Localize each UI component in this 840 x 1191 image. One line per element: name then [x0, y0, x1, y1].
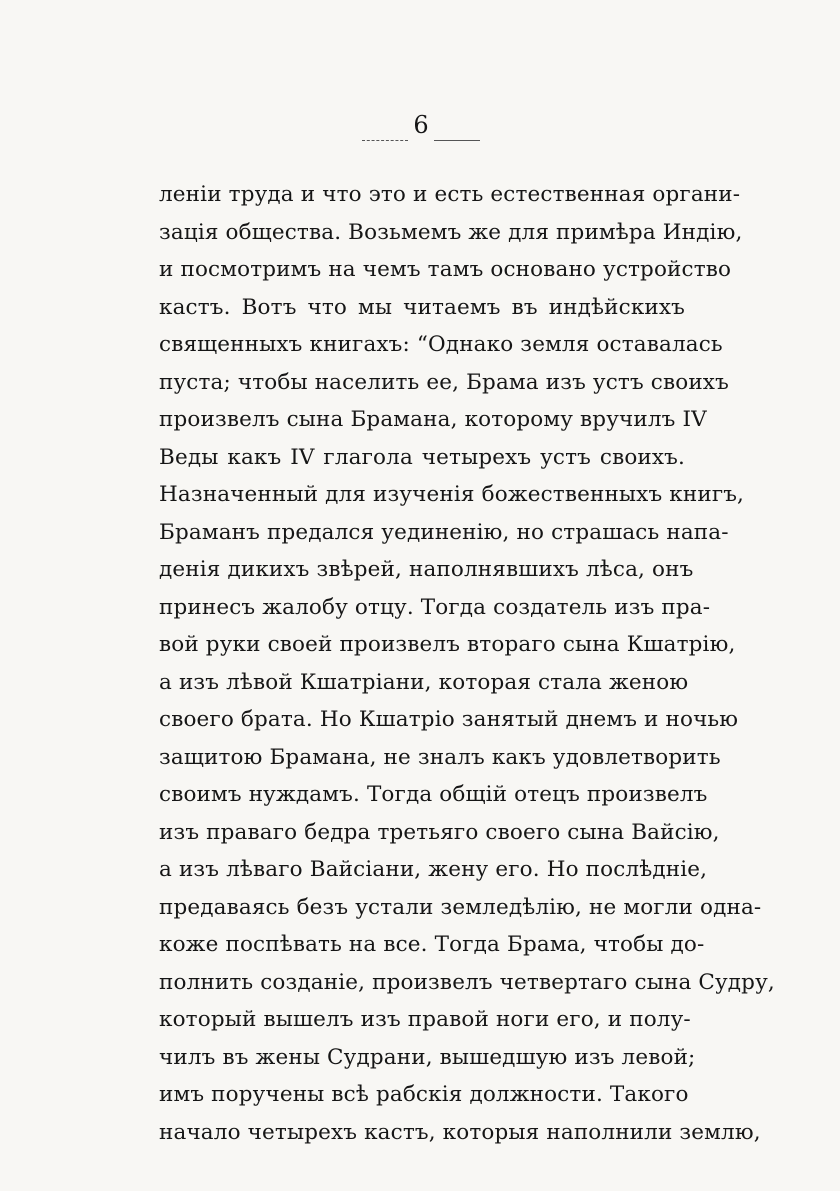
text-line: пуста; чтобы населить ее, Брама изъ устъ своихъ: [159, 369, 729, 395]
text-line: предаваясь безъ устали земледѣлію, не могли одна-: [159, 894, 762, 920]
text-line: защитою Брамана, не зналъ какъ удовлетворить: [159, 744, 721, 770]
text-line: кастъ. Вотъ что мы читаемъ въ индѣйскихъ: [159, 294, 685, 320]
text-line: который вышелъ изъ правой ноги его, и полу-: [159, 1007, 691, 1032]
text-line: имъ поручены всѣ рабскія должности. Такого: [159, 1082, 689, 1107]
text-line: а изъ лѣваго Вайсіани, жену его. Но послѣдніе,: [159, 857, 708, 882]
text-line: и посмотримъ на чемъ тамъ основано устройство: [159, 257, 732, 282]
text-line: полнить созданіе, произвелъ четвертаго сына Судру,: [159, 969, 775, 995]
text-line: принесъ жалобу отцу. Тогда создатель изъ пра-: [159, 594, 711, 620]
text-line: чилъ въ жены Судрани, вышедшую изъ левой;: [159, 1044, 696, 1070]
header-rule-left: [362, 140, 408, 141]
text-line: произвелъ сына Брамана, которому вручилъ IV: [159, 407, 707, 432]
page-header: [362, 108, 480, 148]
text-line: леніи труда и что это и есть естественная органи-: [159, 182, 741, 207]
text-line: своего брата. Но Кшатріо занятый днемъ и ночью: [159, 707, 739, 732]
text-line: денія дикихъ звѣрей, наполнявшихъ лѣса, онъ: [159, 557, 694, 582]
text-line: начало четырехъ кастъ, которыя наполнили землю,: [159, 1119, 761, 1145]
page-number: 6: [413, 111, 429, 139]
text-line: Веды какъ IV глагола четырехъ устъ своихъ.: [159, 444, 685, 470]
text-line: зація общества. Возьмемъ же для примѣра Индію,: [159, 219, 743, 245]
text-line: вой руки своей произвелъ втораго сына Кшатрію,: [159, 632, 736, 657]
text-line: коже поспѣвать на все. Тогда Брама, чтобы до-: [159, 932, 705, 957]
text-line: изъ праваго бедра третьяго своего сына Вайсію,: [159, 819, 720, 845]
body-text: [159, 176, 775, 1151]
text-line: Браманъ предался уединенію, но страшась напа-: [159, 519, 729, 545]
text-line: Назначенный для изученія божественныхъ книгъ,: [159, 482, 745, 507]
text-line: а изъ лѣвой Кшатріани, которая стала женою: [159, 669, 689, 695]
text-line: священныхъ книгахъ: “Однако земля оставалась: [159, 332, 723, 357]
text-line: своимъ нуждамъ. Тогда общій отецъ произвелъ: [159, 782, 708, 807]
header-rule-right: [434, 140, 480, 141]
